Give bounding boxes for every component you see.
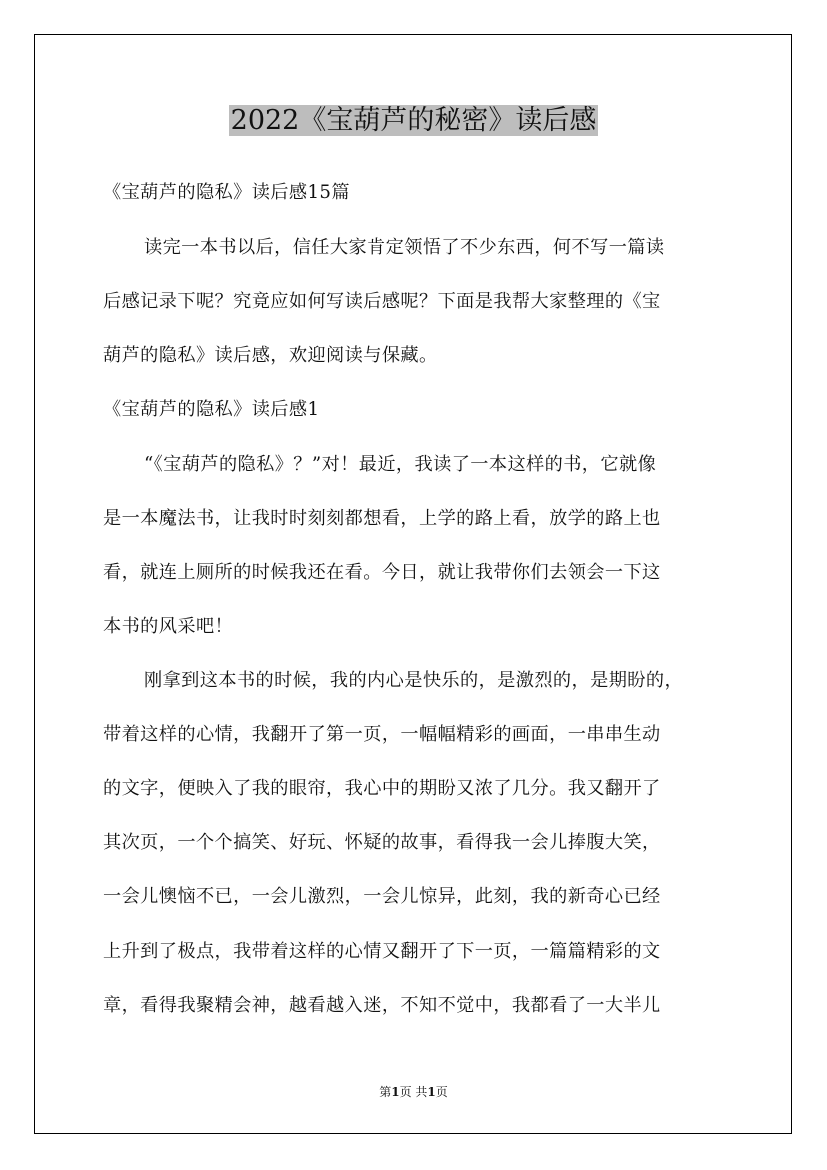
paragraph-line: “《宝葫芦的隐私》？”对！最近，我读了一本这样的书，它就像 [144, 454, 657, 475]
footer-page-prefix: 第 [379, 1085, 392, 1099]
subtitle: 《宝葫芦的隐私》读后感15篇 [103, 182, 350, 203]
paragraph-line: 上升到了极点，我带着这样的心情又翻开了下一页，一篇篇精彩的文 [103, 941, 661, 962]
paragraph-line: 其次页，一个个搞笑、好玩、怀疑的故事，看得我一会儿捧腹大笑， [103, 832, 661, 853]
paragraph-line: 的文字，便映入了我的眼帘，我心中的期盼又浓了几分。我又翻开了 [103, 778, 661, 799]
footer-page-number: 1 [391, 1085, 400, 1099]
paragraph-line: 刚拿到这本书的时候，我的内心是快乐的，是激烈的，是期盼的， [144, 670, 684, 691]
paragraph-line: 章，看得我聚精会神，越看越入迷，不知不觉中，我都看了一大半儿 [103, 995, 661, 1016]
footer-page-mid: 页 共 [399, 1085, 428, 1099]
document-title-text: 2022《宝葫芦的秘密》读后感 [230, 105, 597, 136]
paragraph-line: 葫芦的隐私》读后感，欢迎阅读与保藏。 [103, 345, 438, 366]
paragraph-line: 本书的风采吧！ [103, 616, 234, 637]
paragraph-line: 带着这样的心情，我翻开了第一页，一幅幅精彩的画面，一串串生动 [103, 724, 661, 745]
document-title [0, 101, 827, 141]
page-footer [0, 1084, 827, 1100]
footer-total-pages: 1 [427, 1085, 436, 1099]
paragraph-line: 一会儿懊恼不已，一会儿激烈，一会儿惊异，此刻，我的新奇心已经 [103, 886, 661, 907]
section-heading: 《宝葫芦的隐私》读后感1 [103, 399, 320, 420]
paragraph-line: 后感记录下呢？究竟应如何写读后感呢？下面是我帮大家整理的《宝 [103, 291, 661, 312]
paragraph-line: 看，就连上厕所的时候我还在看。今日，就让我带你们去领会一下这 [103, 562, 661, 583]
footer-page-suffix: 页 [435, 1085, 448, 1099]
paragraph-line: 读完一本书以后，信任大家肯定领悟了不少东西，何不写一篇读 [144, 237, 665, 258]
paragraph-line: 是一本魔法书，让我时时刻刻都想看，上学的路上看，放学的路上也 [103, 508, 661, 529]
